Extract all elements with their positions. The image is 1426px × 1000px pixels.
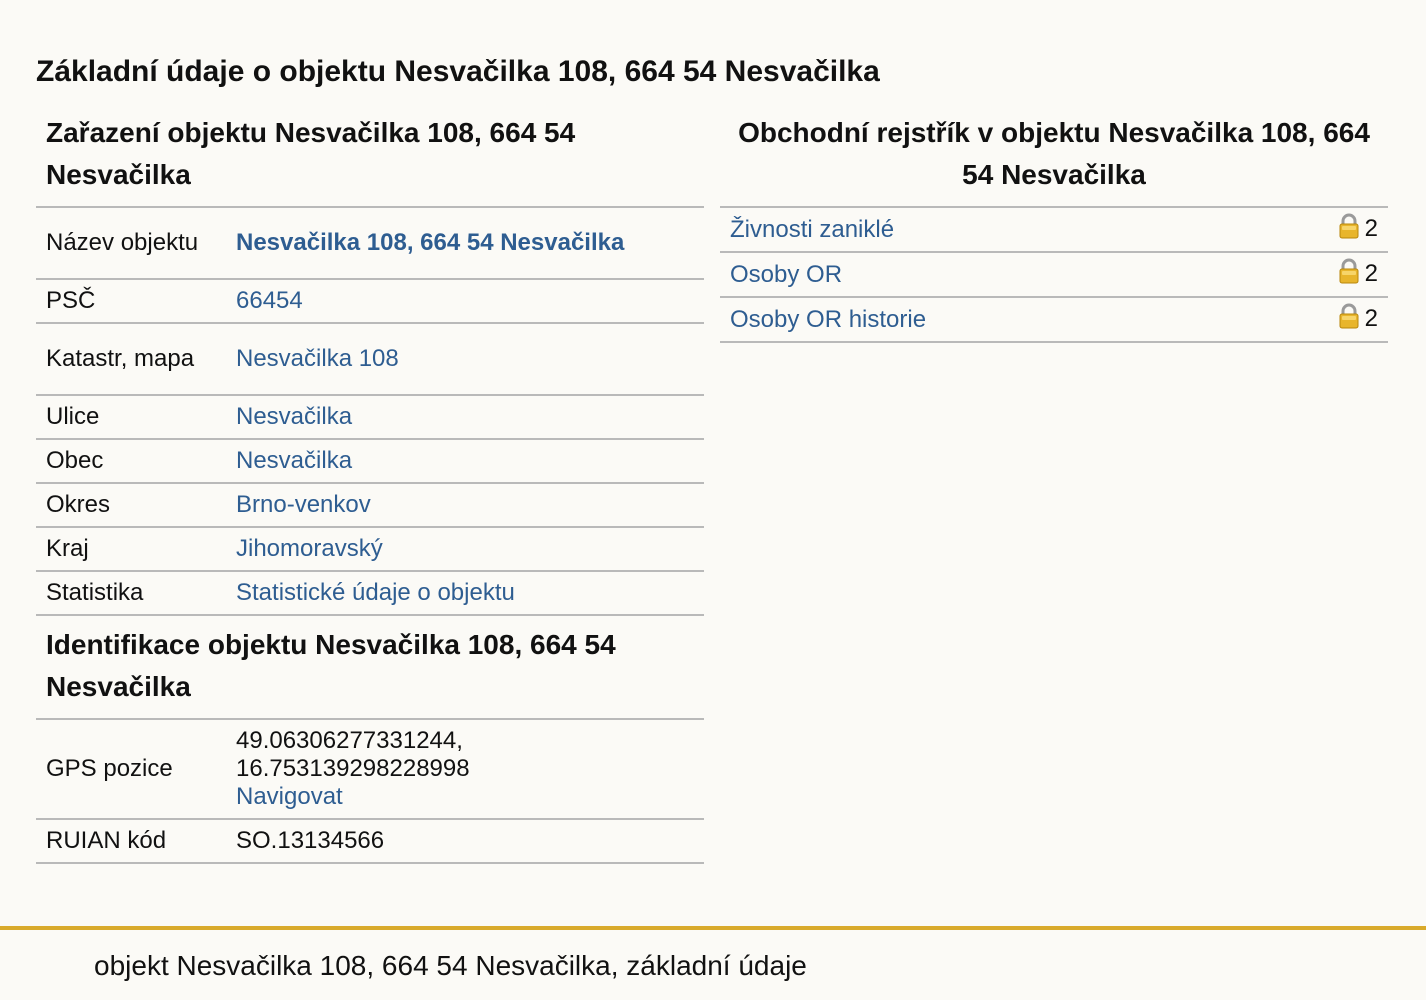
row-label-nazev: Název objektu [36, 207, 226, 279]
left-column [36, 110, 704, 864]
lock-icon [1339, 258, 1359, 291]
table-row [720, 207, 1388, 252]
region-link[interactable]: Jihomoravský [236, 535, 383, 562]
row-label-gps: GPS pozice [36, 719, 226, 819]
lock-icon [1339, 213, 1359, 246]
statistics-link[interactable]: Statistické údaje o objektu [236, 579, 515, 606]
table-row [36, 819, 704, 863]
row-label-statistika: Statistika [36, 571, 226, 615]
psc-link[interactable]: 66454 [236, 287, 303, 314]
row-label-obec: Obec [36, 439, 226, 483]
row-label-kraj: Kraj [36, 527, 226, 571]
right-column [720, 110, 1388, 343]
row-label-katastr: Katastr, mapa [36, 323, 226, 395]
street-link[interactable]: Nesvačilka [236, 403, 353, 430]
row-label-ulice: Ulice [36, 395, 226, 439]
table-row [36, 527, 704, 571]
table-row [36, 207, 704, 279]
table-row [36, 395, 704, 439]
table-row [36, 323, 704, 395]
table-row [36, 279, 704, 323]
row-label-psc: PSČ [36, 279, 226, 323]
footer-text: objekt Nesvačilka 108, 664 54 Nesvačilka, základní údaje [94, 950, 807, 981]
classification-table [36, 206, 704, 616]
classification-title: Zařazení objektu Nesvačilka 108, 664 54 Nesvačilka [46, 117, 576, 190]
identification-title: Identifikace objektu Nesvačilka 108, 664 54 Nesvačilka [46, 629, 616, 702]
navigate-link[interactable]: Navigovat [236, 783, 343, 810]
register-count [1288, 297, 1388, 342]
register-link-osoby[interactable]: Osoby OR [730, 260, 843, 288]
register-count [1288, 252, 1388, 297]
register-link-osoby-historie[interactable]: Osoby OR historie [730, 305, 927, 333]
row-label-ruian: RUIAN kód [36, 819, 226, 863]
row-label-okres: Okres [36, 483, 226, 527]
register-title: Obchodní rejstřík v objektu Nesvačilka 108, 664 54 Nesvačilka [738, 117, 1370, 190]
register-count-value: 2 [1364, 215, 1378, 242]
table-row [36, 439, 704, 483]
register-count-value: 2 [1364, 260, 1378, 287]
district-link[interactable]: Brno-venkov [236, 491, 371, 518]
register-count [1288, 207, 1388, 252]
page-title: Základní údaje o objektu Nesvačilka 108, 664 54 Nesvačilka [36, 55, 880, 88]
table-row [36, 571, 704, 615]
register-table [720, 206, 1388, 343]
table-row [720, 252, 1388, 297]
identification-table [36, 718, 704, 864]
footer-divider [0, 926, 1426, 930]
object-name-link[interactable]: Nesvačilka 108, 664 54 Nesvačilka [236, 229, 625, 256]
table-row [36, 483, 704, 527]
gps-longitude: 16.753139298228998 [236, 755, 470, 782]
register-link-zivnosti[interactable]: Živnosti zaniklé [730, 215, 895, 243]
register-count-value: 2 [1364, 305, 1378, 332]
cadastre-link[interactable]: Nesvačilka 108 [236, 345, 399, 372]
lock-icon [1339, 303, 1359, 336]
municipality-link[interactable]: Nesvačilka [236, 447, 353, 474]
table-row [36, 719, 704, 819]
ruian-code: SO.13134566 [226, 819, 704, 863]
table-row [720, 297, 1388, 342]
gps-latitude: 49.06306277331244, [236, 727, 463, 754]
